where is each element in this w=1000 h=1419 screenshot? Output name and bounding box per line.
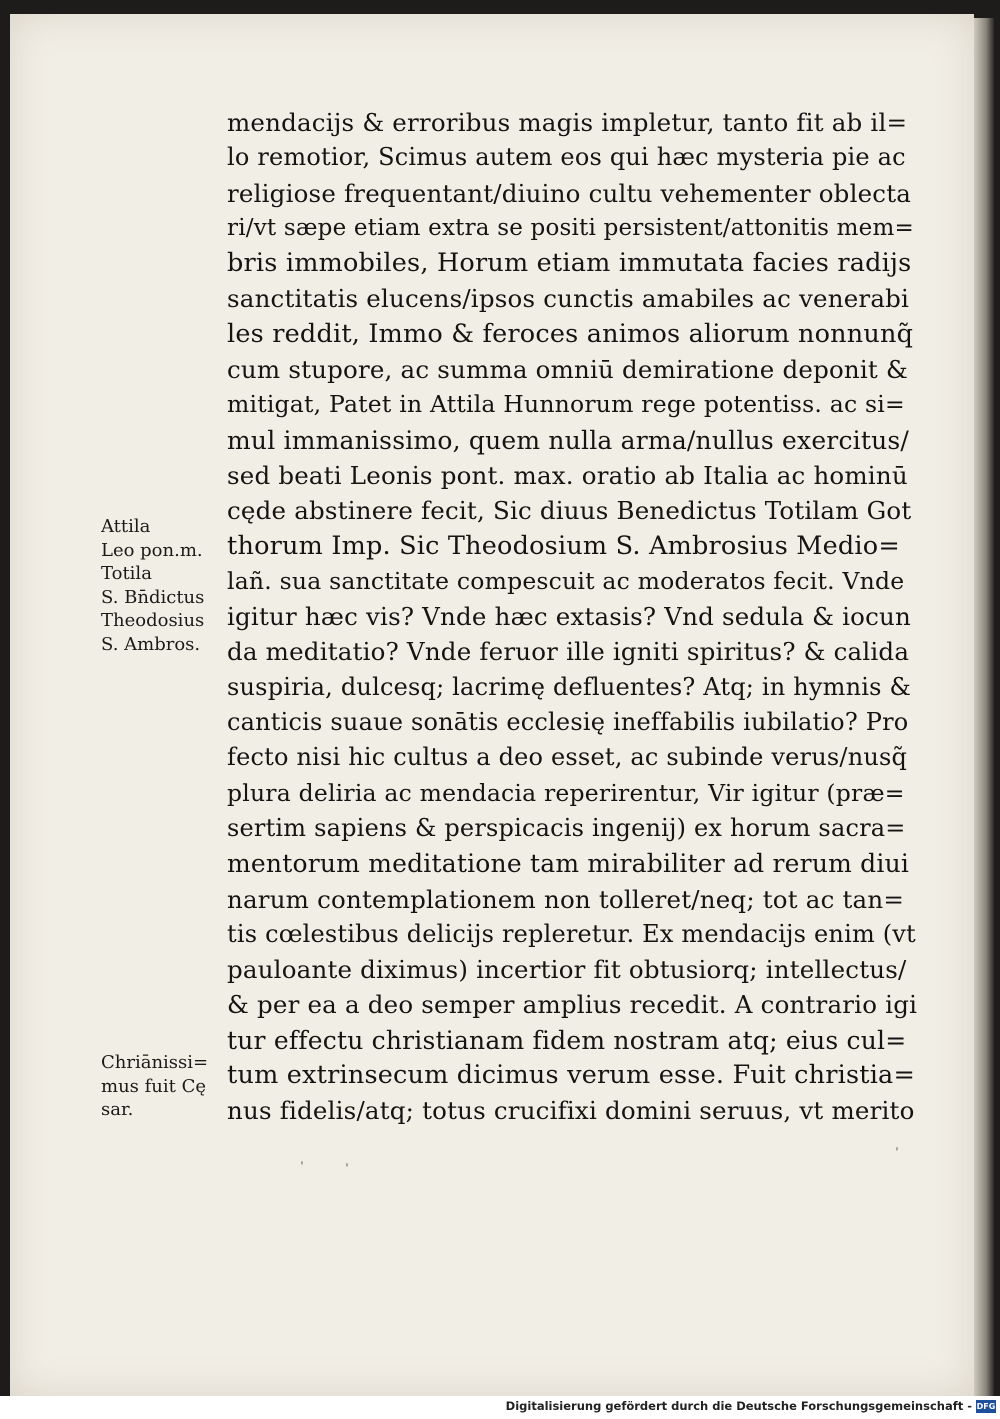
main-text-block <box>227 105 917 1129</box>
text-line: sed beati Leonis pont. max. oratio ab Italia ac hominū <box>227 460 908 490</box>
text-line: bris immobiles, Horum etiam immutata facies radijs <box>227 248 912 279</box>
text-line: ri/vt sæpe etiam extra se positi persistent/attonitis mem= <box>227 214 914 241</box>
margin-note: mus fuit Cę <box>101 1075 207 1097</box>
text-line: tum extrinsecum dicimus verum esse. Fuit christia= <box>227 1060 916 1091</box>
margin-note: sar. <box>101 1099 134 1120</box>
margin-note: Leo pon.m. <box>101 539 203 561</box>
text-line: mitigat, Patet in Attila Hunnorum rege potentiss. ac si= <box>227 390 905 419</box>
page-edge <box>974 18 994 1396</box>
margin-note: S. Bn̄dictus <box>101 586 205 608</box>
text-line: narum contemplationem non tolleret/neq; tot ac tan= <box>227 884 905 914</box>
text-line: mentorum meditatione tam mirabiliter ad rerum diui <box>227 849 910 879</box>
ink-speck: ˈ <box>895 1146 899 1162</box>
text-line: igitur hæc vis? Vnde hæc extasis? Vnd sedula & iocun <box>227 602 911 632</box>
text-line: canticis suaue sonātis ecclesię ineffabilis iubilatio? Pro <box>227 708 909 737</box>
text-line: sanctitatis elucens/ipsos cunctis amabiles ac venerabi <box>227 284 910 314</box>
dfg-logo-icon: DFG <box>976 1402 996 1411</box>
footer-bar <box>0 1396 1000 1419</box>
text-line: cęde abstinere fecit, Sic diuus Benedictus Totilam Got <box>227 496 912 526</box>
ink-speck: ˈ <box>345 1162 349 1178</box>
text-line: religiose frequentant/diuino cultu vehementer oblecta <box>227 178 912 208</box>
footer-credit: Digitalisierung gefördert durch die Deutsche Forschungsgemeinschaft - <box>505 1399 972 1413</box>
text-line: suspiria, dulcesq; lacrimę defluentes? Atq; in hymnis & <box>227 672 912 701</box>
margin-note: Attila <box>101 516 151 537</box>
text-line: cum stupore, ac summa omniū demiratione deponit & <box>227 355 908 385</box>
text-line: lo remotior, Scimus autem eos qui hæc mysteria pie ac <box>227 143 906 172</box>
text-line: fecto nisi hic cultus a deo esset, ac subinde verus/nusq̃ <box>227 743 908 772</box>
text-line: pauloante diximus) incertior fit obtusiorq; intellectus/ <box>227 955 907 985</box>
text-line: tis cœlestibus delicijs repleretur. Ex mendacijs enim (vt <box>227 919 916 948</box>
ink-speck: ˈ <box>300 1160 304 1176</box>
margin-note: S. Ambros. <box>101 633 201 655</box>
text-line: les reddit, Immo & feroces animos aliorum nonnunq̃ <box>227 318 914 349</box>
text-line: sertim sapiens & perspicacis ingenij) ex horum sacra= <box>227 813 906 842</box>
margin-note: Chriānissi= <box>101 1052 209 1073</box>
text-line: mendacijs & erroribus magis impletur, tanto fit ab il= <box>227 108 908 137</box>
text-line: lañ. sua sanctitate compescuit ac moderatos fecit. Vnde <box>227 566 905 595</box>
text-line: nus fidelis/atq; totus crucifixi domini seruus, vt merito <box>227 1096 915 1126</box>
text-line: plura deliria ac mendacia reperirentur, Vir igitur (præ= <box>227 778 905 807</box>
text-line: mul immanissimo, quem nulla arma/nullus exercitus/ <box>227 425 910 455</box>
text-line: da meditatio? Vnde feruor ille igniti spiritus? & calida <box>227 637 910 667</box>
margin-note: Totila <box>101 563 152 584</box>
text-line: tur effectu christianam fidem nostram atq; eius cul= <box>227 1025 907 1055</box>
text-line: thorum Imp. Sic Theodosium S. Ambrosius Medio= <box>227 530 900 561</box>
margin-note: Theodosius <box>101 610 205 631</box>
margin-notes-names <box>101 515 227 656</box>
text-line: & per ea a deo semper amplius recedit. A contrario igi <box>227 990 917 1020</box>
margin-notes-caesar <box>101 1051 227 1122</box>
